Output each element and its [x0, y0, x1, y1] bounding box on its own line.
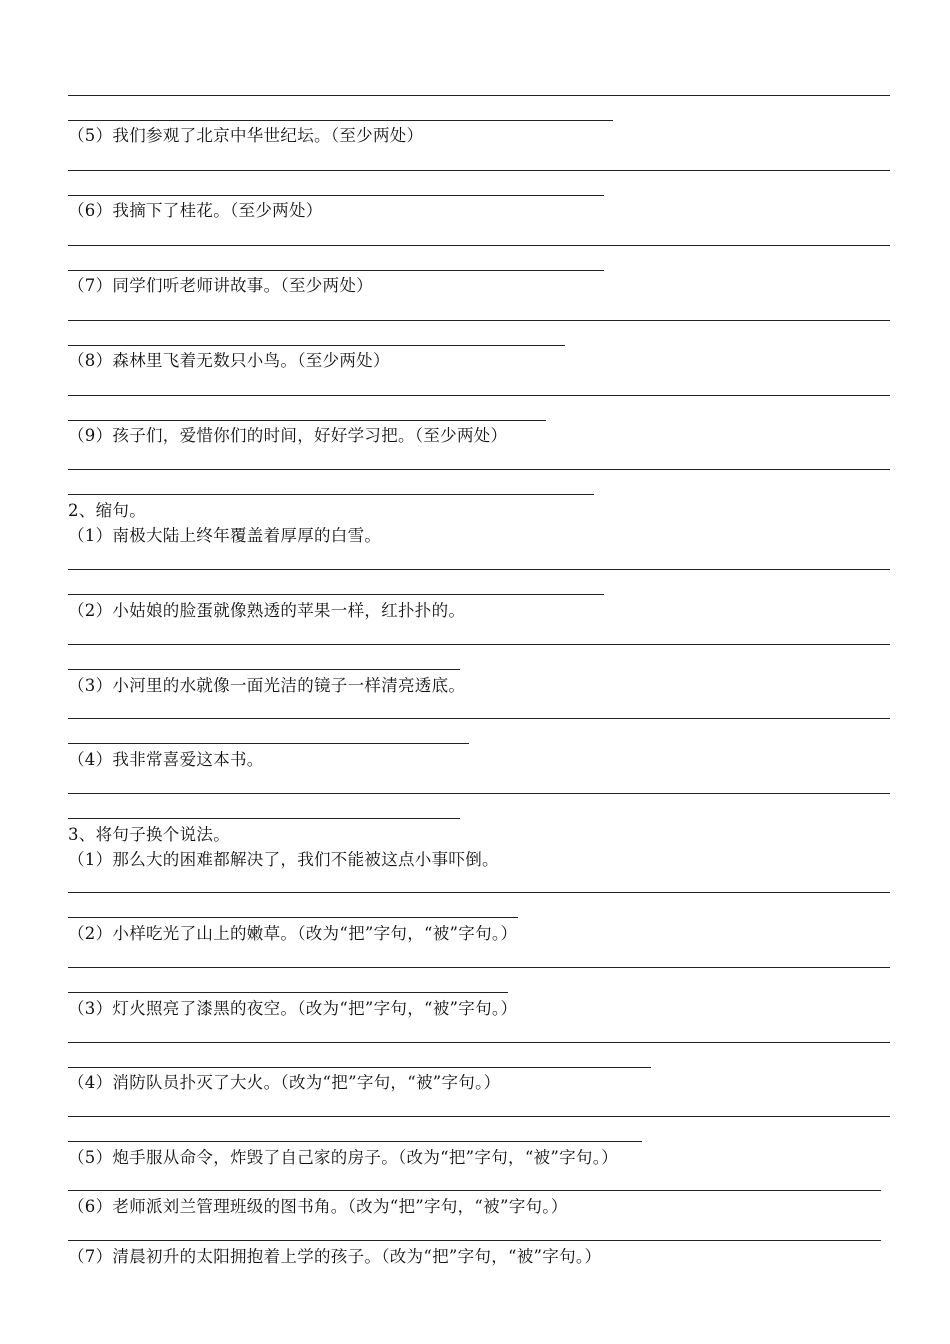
- question-text: （7）清晨初升的太阳拥抱着上学的孩子。（改为“把”字句，“被”字句。）: [68, 1247, 602, 1266]
- section-heading: 3、将句子换个说法。: [68, 825, 230, 844]
- answer-line: [68, 95, 890, 96]
- answer-line: [68, 170, 890, 171]
- question-text: （6）老师派刘兰管理班级的图书角。（改为“把”字句，“被”字句。）: [68, 1197, 568, 1216]
- answer-line: [68, 494, 594, 495]
- answer-line: [68, 917, 518, 918]
- answer-line: [68, 718, 890, 719]
- question-text: （5）我们参观了北京中华世纪坛。（至少两处）: [68, 126, 424, 145]
- answer-line: [68, 594, 604, 595]
- question-text: （2）小样吃光了山上的嫩草。（改为“把”字句，“被”字句。）: [68, 924, 518, 943]
- section-heading: 2、缩句。: [68, 501, 146, 520]
- answer-line: [68, 320, 890, 321]
- question-text: （8）森林里飞着无数只小鸟。（至少两处）: [68, 351, 390, 370]
- question-text: （4）我非常喜爱这本书。: [68, 750, 264, 769]
- answer-line: [68, 1190, 881, 1191]
- answer-line: [68, 420, 546, 421]
- answer-line: [68, 245, 890, 246]
- answer-line: [68, 669, 460, 670]
- answer-line: [68, 818, 460, 819]
- answer-line: [68, 1042, 890, 1043]
- question-text: （2）小姑娘的脸蛋就像熟透的苹果一样，红扑扑的。: [68, 601, 466, 620]
- question-text: （3）灯火照亮了漆黑的夜空。（改为“把”字句，“被”字句。）: [68, 999, 518, 1018]
- answer-line: [68, 120, 613, 121]
- question-text: （9）孩子们，爱惜你们的时间，好好学习把。（至少两处）: [68, 426, 508, 445]
- answer-line: [68, 992, 508, 993]
- question-text: （1）南极大陆上终年覆盖着厚厚的白雪。: [68, 526, 382, 545]
- question-text: （6）我摘下了桂花。（至少两处）: [68, 201, 323, 220]
- answer-line: [68, 793, 890, 794]
- answer-line: [68, 1067, 651, 1068]
- question-text: （3）小河里的水就像一面光洁的镜子一样清亮透底。: [68, 676, 466, 695]
- answer-line: [68, 345, 565, 346]
- question-text: （1）那么大的困难都解决了，我们不能被这点小事吓倒。: [68, 850, 499, 869]
- answer-line: [68, 569, 890, 570]
- answer-line: [68, 967, 890, 968]
- answer-line: [68, 270, 604, 271]
- answer-line: [68, 1116, 890, 1117]
- answer-line: [68, 469, 890, 470]
- question-text: （4）消防队员扑灭了大火。（改为“把”字句，“被”字句。）: [68, 1073, 501, 1092]
- answer-line: [68, 1141, 642, 1142]
- question-text: （5）炮手服从命令，炸毁了自己家的房子。（改为“把”字句，“被”字句。）: [68, 1148, 619, 1167]
- answer-line: [68, 743, 469, 744]
- question-text: （7）同学们听老师讲故事。（至少两处）: [68, 276, 373, 295]
- answer-line: [68, 1240, 881, 1241]
- answer-line: [68, 395, 890, 396]
- answer-line: [68, 644, 890, 645]
- answer-line: [68, 195, 604, 196]
- answer-line: [68, 892, 890, 893]
